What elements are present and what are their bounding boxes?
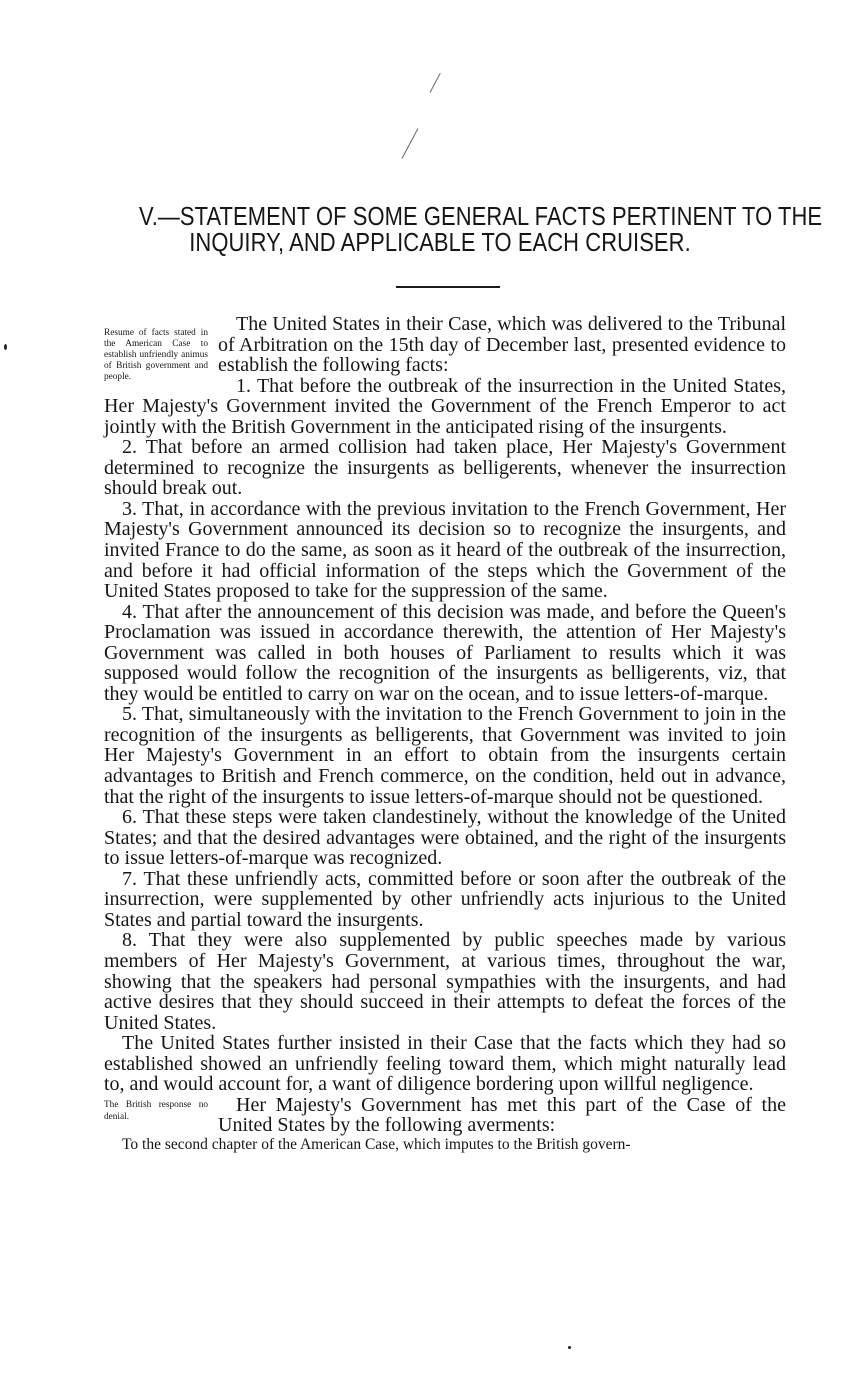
paragraph-fact-4: 4. That after the announcement of this decision was made, and before the Queen's Proclamation was issued in accordance therewith, the attention of Her Majesty's Government was called in both houses of Parliament to results which it was supposed would follow the recognition of the insurgents as belligerents, viz, that they would be entitled to carry on war on the ocean, and to issue letters-of-marque. <box>104 600 786 705</box>
scan-speck <box>4 344 7 350</box>
paragraph-fact-6: 6. That these steps were taken clandestinely, without the knowledge of the United States; and that the desired advantages were obtained, and the right of the insurgents to issue letters-of-marque was recognized. <box>104 806 786 870</box>
paragraph-intro <box>104 313 786 382</box>
margin-note-british-response: The British response no denial. <box>104 1099 208 1122</box>
section-heading <box>139 203 823 257</box>
paragraph-quote-start: To the second chapter of the American Case, which imputes to the British govern- <box>122 1135 631 1153</box>
scan-speck <box>568 1346 571 1349</box>
paragraph-response-text: Her Majesty's Government has met this part of the Case of the United States by the following averments: <box>218 1093 786 1137</box>
paragraph-fact-1: 1. That before the outbreak of the insurrection in the United States, Her Majesty's Government invited the Government of the French Emperor to act jointly with the British Government in the anticipated rising of the insurgents. <box>104 374 786 438</box>
paragraph-further: The United States further insisted in their Case that the facts which they had so established showed an unfriendly feeling toward them, which might naturally lead to, and would account for, a want of diligence bordering upon willful negligence. <box>104 1032 786 1096</box>
paragraph-fact-5: 5. That, simultaneously with the invitation to the French Government to join in the recognition of the insurgents as belligerents, that Government was invited to join Her Majesty's Government in an effort to obtain from the insurgents certain advantages to British and French commerce, on the condition, held out in advance, that the right of the insurgents to issue letters-of-marque should not be questioned. <box>104 703 786 808</box>
section-heading-line-1: V.—STATEMENT OF SOME GENERAL FACTS PERTINENT TO THE <box>139 203 823 231</box>
body-text <box>104 314 786 1154</box>
scan-mark <box>430 73 441 93</box>
section-heading-line-2: INQUIRY, AND APPLICABLE TO EACH CRUISER. <box>189 229 691 257</box>
paragraph-response <box>104 1095 786 1136</box>
paragraph-fact-8: 8. That they were also supplemented by public speeches made by various members of Her Majesty's Government, at various times, throughout the war, showing that the speakers had personal sympathies with the insurgents, and had active desires that they should succeed in their attempts to defeat the forces of the United States. <box>104 929 786 1034</box>
margin-note-resume: Resume of facts stated in the American Case to establish unfriendly animus of British government and people. <box>104 328 208 382</box>
heading-rule <box>396 286 500 288</box>
scan-mark <box>402 128 419 158</box>
paragraph-fact-3: 3. That, in accordance with the previous invitation to the French Government, Her Majesty's Government announced its decision so to recognize the insurgents, and invited France to do the same, as soon as it heard of the outbreak of the insurrection, and before it had official information of the steps which the Government of the United States proposed to take for the suppression of the same. <box>104 497 786 603</box>
paragraph-fact-7: 7. That these unfriendly acts, committed before or soon after the outbreak of the insurrection, were supplemented by other unfriendly acts injurious to the United States and partial toward the insurgents. <box>104 867 786 931</box>
paragraph-fact-2: 2. That before an armed collision had taken place, Her Majesty's Government determined to recognize the insurgents as belligerents, whenever the insurrection should break out. <box>104 436 786 500</box>
paragraph-intro-text: The United States in their Case, which was delivered to the Tribunal of Arbitration on the 15th day of December last, presented evidence to establish the following facts: <box>218 313 786 377</box>
